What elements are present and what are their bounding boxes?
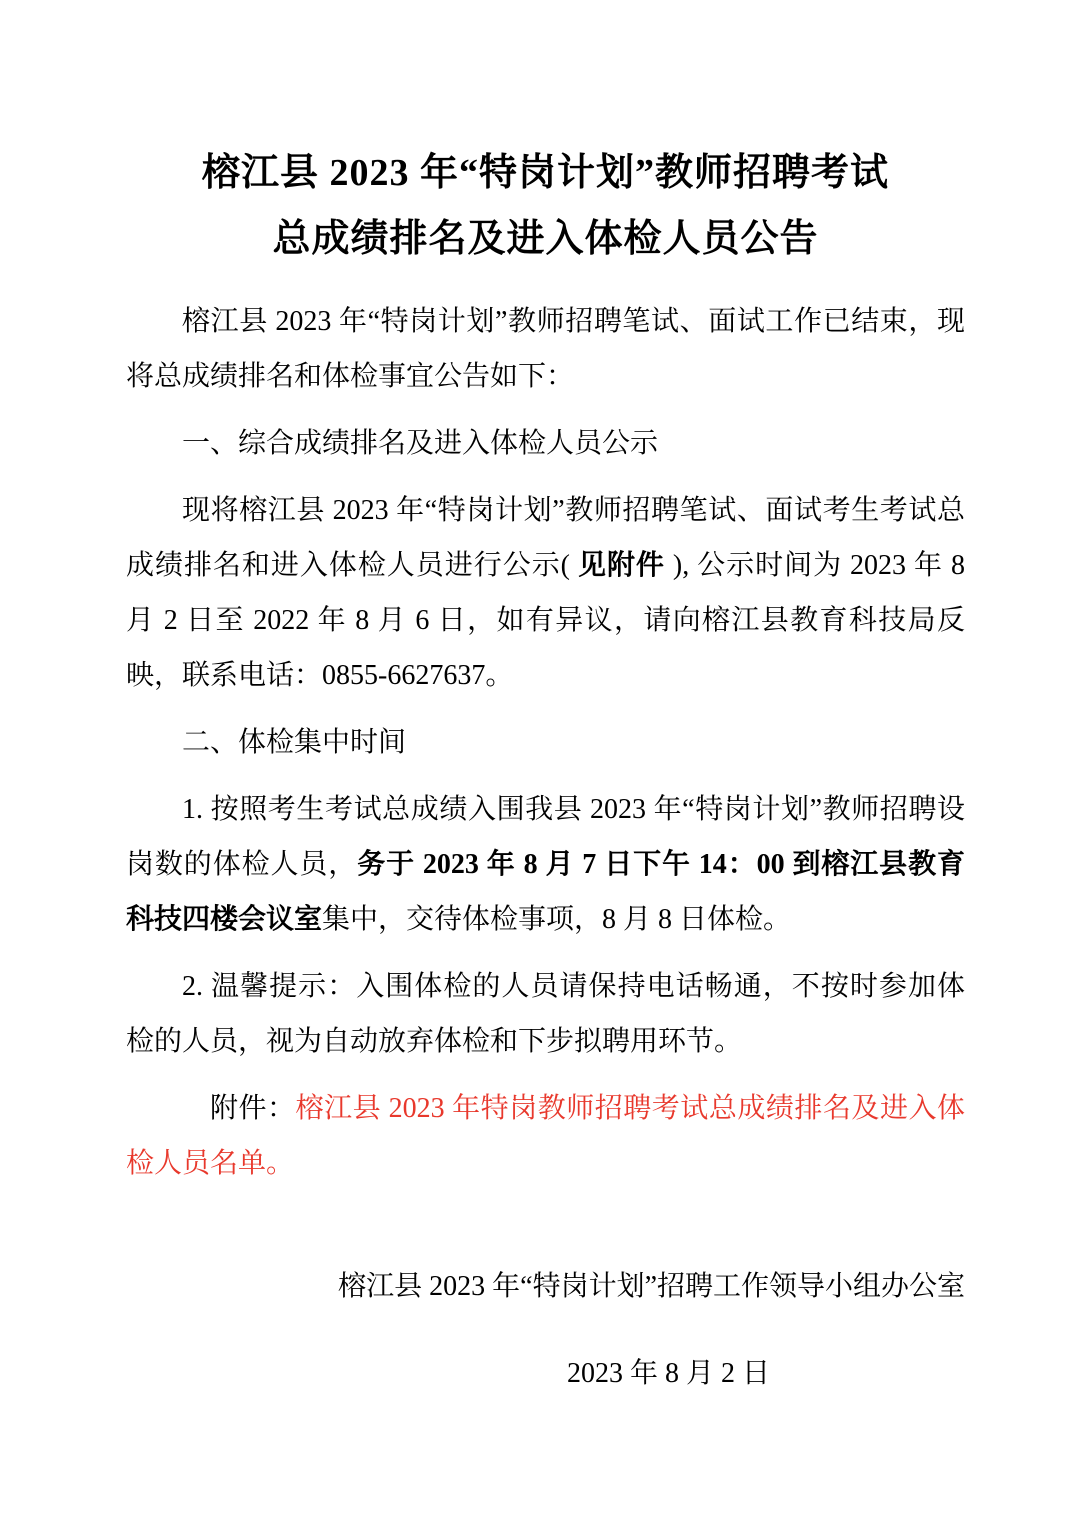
intro-paragraph: 榕江县 2023 年“特岗计划”教师招聘笔试、面试工作已结束，现将总成绩排名和体检事宜公告如下：: [126, 306, 965, 392]
section-1-heading: 一、综合成绩排名及进入体检人员公示: [182, 428, 659, 459]
section-1-paragraph: [126, 483, 965, 703]
item-2-paragraph: 2. 温馨提示：入围体检的人员请保持电话畅通，不按时参加体检的人员，视为自动放弃体检和下步拟聘用环节。: [126, 971, 965, 1057]
attachment-line: [126, 1081, 965, 1191]
document-title-line-1: 榕江县 2023 年“特岗计划”教师招聘考试: [201, 152, 889, 194]
document-title-line-2: 总成绩排名及进入体检人员公告: [272, 218, 819, 260]
section-2-heading: 二、体检集中时间: [182, 727, 407, 758]
date-line: 2023 年 8 月 2 日: [566, 1358, 770, 1389]
item-1-paragraph: [126, 782, 965, 947]
section-1-text-run-2: ), 公示时间为 2023 年 8 月 2 日至 2022 年 8 月 6 日，如有异议，请向榕江县教育科技局反映，联系电话：0855-6627637。: [126, 550, 965, 691]
medical-check-time-bold: 务于 2023 年 8 月 7 日下午 14：00 到榕江县教育科技四楼会议室: [126, 849, 965, 935]
signature-line: 榕江县 2023 年“特岗计划”招聘工作领导小组办公室: [338, 1271, 965, 1302]
attachment-reference-bold: 见附件: [577, 550, 665, 581]
item-1-text-run-2: 集中，交待体检事项，8 月 8 日体检。: [322, 904, 792, 935]
item-1-text-run-1: 1. 按照考生考试总成绩入围我县 2023 年“特岗计划”教师招聘设岗数的体检人员，: [126, 794, 965, 880]
section-1-text-run-1: 现将榕江县 2023 年“特岗计划”教师招聘笔试、面试考生考试总成绩排名和进入体检人员进行公示(: [126, 495, 965, 581]
document-title: [126, 140, 965, 272]
attachment-title-red: 榕江县 2023 年特岗教师招聘考试总成绩排名及进入体检人员名单。: [126, 1093, 965, 1179]
attachment-label: 附件：: [210, 1093, 296, 1124]
